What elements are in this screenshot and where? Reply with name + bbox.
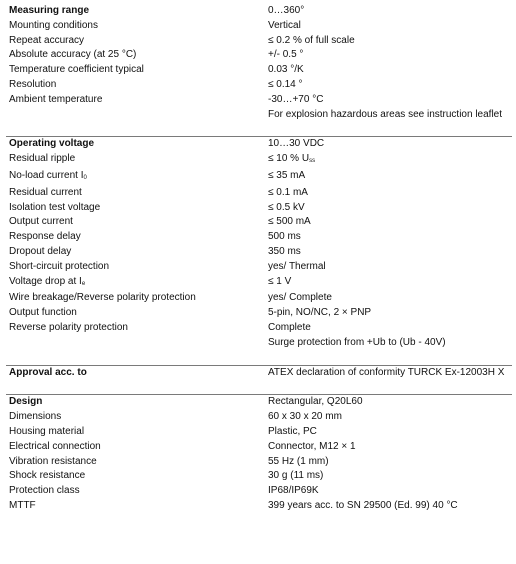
spec-row [6, 245, 512, 260]
spec-label: Dropout delay [9, 245, 72, 257]
spec-row [6, 169, 512, 186]
spec-label: Residual ripple [9, 153, 76, 165]
spec-value: 0…360° [268, 5, 305, 16]
spec-row [6, 321, 512, 336]
spec-row [6, 291, 512, 306]
spec-value: ≤ 0.5 kV [268, 201, 305, 213]
spec-label: Absolute accuracy (at 25 °C) [9, 49, 137, 61]
spec-value: Connector, M12 × 1 [268, 440, 356, 452]
spec-row [6, 440, 512, 455]
spec-label: Output function [9, 307, 77, 319]
spec-value: ≤ 0.2 % of full scale [268, 34, 355, 46]
spec-label: Voltage drop at $I_e$ [9, 275, 86, 287]
spec-row [6, 455, 512, 470]
spec-value: 55 Hz (1 mm) [268, 455, 329, 467]
spec-label: Ambient temperature [9, 93, 103, 105]
spec-value: 10…30 VDC [268, 138, 325, 150]
spec-row [6, 215, 512, 230]
spec-row [6, 469, 512, 484]
spec-value: For explosion hazardous areas see instruction leaflet [268, 108, 503, 120]
spec-value: ≤ 0.1 mA [268, 186, 308, 198]
spec-label: Reverse polarity protection [9, 321, 128, 333]
section-design [6, 395, 512, 513]
spec-row [6, 201, 512, 216]
spec-label: Output current [9, 216, 73, 228]
spec-label: Measuring range [9, 5, 90, 16]
spec-row [6, 260, 512, 275]
spec-value: 5-pin, NO/NC, 2 × PNP [268, 307, 372, 319]
spec-value: ATEX declaration of conformity TURCK Ex-12003H X [268, 366, 505, 378]
spec-label: Response delay [9, 231, 81, 243]
spec-row [6, 275, 512, 292]
spec-row [6, 152, 512, 169]
spec-row [6, 78, 512, 93]
subscript: e [81, 280, 86, 287]
spec-label: MTTF [9, 499, 36, 511]
spec-value: ≤ 1 V [268, 275, 292, 287]
spec-label: Electrical connection [9, 440, 101, 452]
spec-label: Approval acc. to [9, 366, 87, 378]
section-measuring [6, 4, 512, 122]
spec-row [6, 93, 512, 108]
spec-row [6, 336, 512, 351]
spec-label: Vibration resistance [9, 455, 97, 467]
spec-value: ≤ 500 mA [268, 216, 311, 228]
spec-value: 30 g (11 ms) [268, 470, 324, 482]
spec-row [6, 230, 512, 245]
spec-value: -30…+70 °C [268, 93, 324, 105]
spec-row [6, 108, 512, 123]
spec-label: Isolation test voltage [9, 201, 101, 213]
spec-value: IP68/IP69K [268, 485, 319, 497]
spec-value: Complete [268, 321, 311, 333]
subscript: 0 [83, 174, 87, 181]
spec-value: +/- 0.5 ° [268, 49, 304, 61]
spec-value: Rectangular, Q20L60 [268, 396, 363, 408]
spec-row [6, 410, 512, 425]
spec-label: Mounting conditions [9, 19, 98, 31]
spec-row [6, 395, 512, 410]
spec-label: Shock resistance [9, 470, 86, 482]
spec-label: Short-circuit protection [9, 260, 110, 272]
spec-row [6, 499, 512, 514]
spec-label: Residual current [9, 186, 82, 198]
spec-row [6, 425, 512, 440]
spec-row [6, 484, 512, 499]
spec-row [6, 19, 512, 34]
spec-label: Dimensions [9, 411, 62, 423]
spec-value: ≤ 0.14 ° [268, 78, 303, 90]
spec-value: yes/ Complete [268, 292, 332, 304]
spec-value: 60 x 30 x 20 mm [268, 411, 342, 423]
spec-label: Protection class [9, 485, 80, 497]
spec-label: Housing material [9, 425, 85, 437]
spec-row [6, 186, 512, 201]
spec-row [6, 4, 512, 19]
spec-value: Surge protection from +Ub to (Ub - 40V) [268, 336, 446, 348]
spec-label: Resolution [9, 78, 57, 90]
spec-value: 399 years acc. to SN 29500 (Ed. 99) 40 °C [268, 499, 458, 511]
spec-row [6, 63, 512, 78]
spec-sheet [6, 4, 512, 514]
spec-value: ≤ 10 % $U_{ss}$ [268, 153, 316, 165]
spec-label: Operating voltage [9, 138, 95, 150]
spec-value: 0.03 °/K [268, 64, 304, 76]
section-electrical [6, 137, 512, 350]
spec-label: Design [9, 396, 43, 408]
spec-value: Plastic, PC [268, 425, 317, 437]
spec-row [6, 306, 512, 321]
spec-label: Wire breakage/Reverse polarity protection [9, 292, 196, 304]
spec-value: Vertical [268, 19, 301, 31]
section-approval [6, 366, 512, 381]
spec-row [6, 366, 512, 381]
spec-row [6, 137, 512, 152]
spec-row [6, 48, 512, 63]
spec-label: Temperature coefficient typical [9, 64, 144, 76]
spec-value: 500 ms [268, 231, 301, 243]
spec-label: Repeat accuracy [9, 34, 85, 46]
spec-value: 350 ms [268, 245, 301, 257]
subscript: ss [309, 158, 316, 165]
spec-row [6, 34, 512, 49]
spec-value: ≤ 35 mA [268, 169, 306, 181]
spec-label: No-load current $I_0$ [9, 169, 87, 181]
spec-value: yes/ Thermal [268, 260, 326, 272]
